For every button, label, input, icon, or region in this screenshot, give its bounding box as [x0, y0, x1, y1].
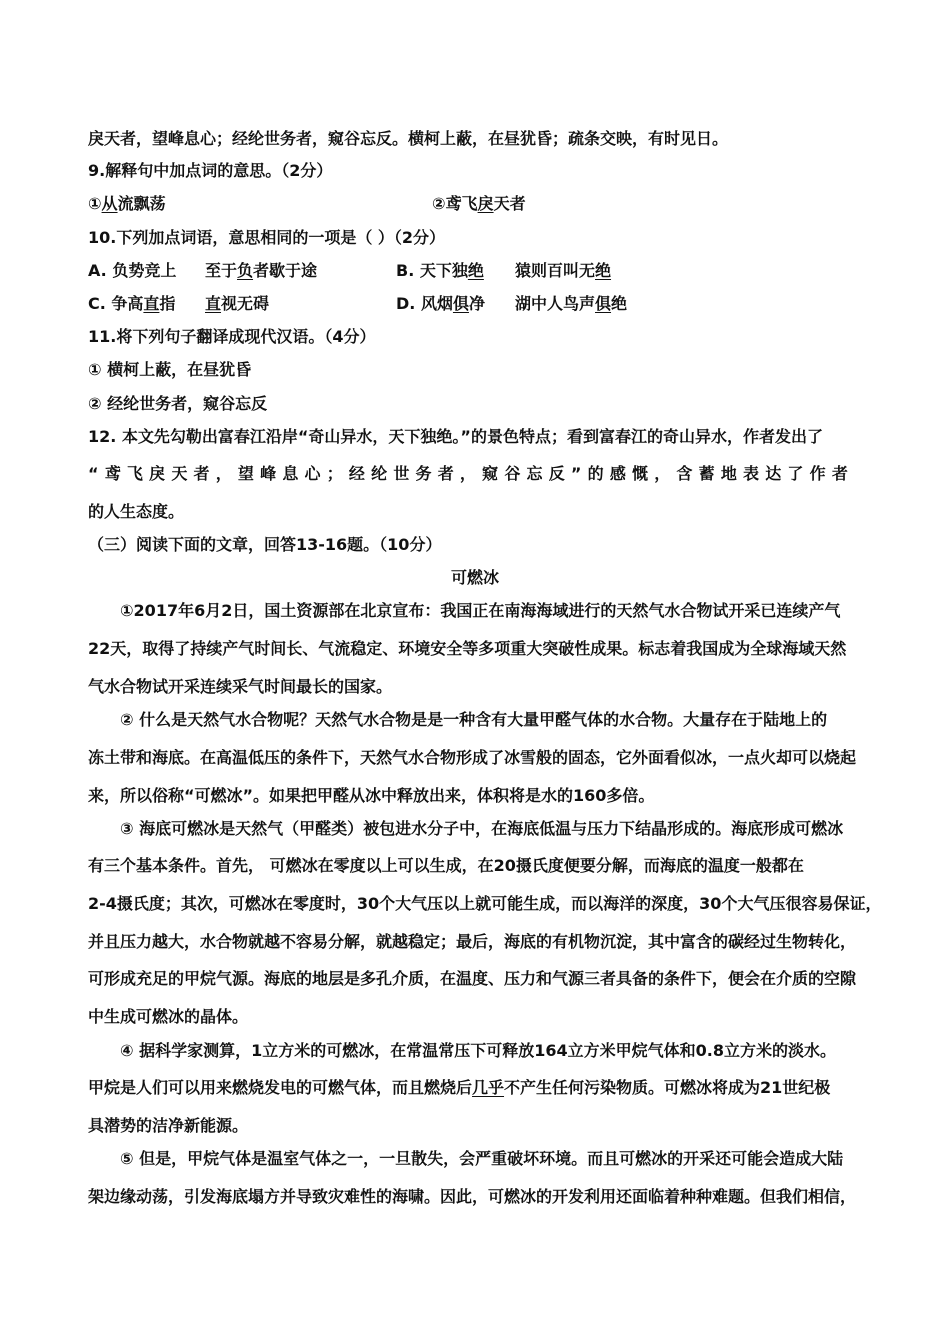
q10-option-b-2: 猿则百叫无绝	[515, 261, 612, 280]
paragraph-4-line: 甲烷是人们可以用来燃烧发电的可燃气体，而且燃烧后几乎不产生任何污染物质。可燃冰将成为21世纪极	[88, 1078, 831, 1097]
dotted-word: 俱	[595, 294, 612, 313]
q11-sentence-1: ① 横柯上蔽，在昼犹昏	[88, 360, 252, 379]
q10-option-c-2: 直视无碍	[205, 294, 270, 313]
paragraph-1-line: 气水合物试开采连续采气时间最长的国家。	[88, 677, 393, 696]
q11-sentence-2: ② 经纶世务者，窥谷忘反	[88, 394, 268, 413]
q10-option-c: C. 争高直指	[88, 294, 176, 313]
prose-tail: 戾天者，望峰息心；经纶世务者，窥谷忘反。横柯上蔽，在昼犹昏；疏条交映，有时见日。	[88, 129, 729, 148]
q10-stem: 10.下列加点词语，意思相同的一项是（ ）（2分）	[88, 228, 446, 247]
q9-item-b: ②鸢飞戾天者	[432, 194, 526, 213]
paragraph-4-line: 具潜势的洁净新能源。	[88, 1116, 249, 1135]
paragraph-5-line: 架边缘动荡，引发海底塌方并导致灾难性的海啸。因此，可燃冰的开发利用还面临着种种难题。但我们相信，	[88, 1187, 857, 1206]
paragraph-2-line: 冻土带和海底。在高温低压的条件下，天然气水合物形成了冰雪般的固态，它外面看似冰，一点火却可以烧起	[88, 748, 857, 767]
paragraph-1-line: 22天，取得了持续产气时间长、气流稳定、环境安全等多项重大突破性成果。标志着我国成为全球海域天然	[88, 639, 847, 658]
paragraph-3-line: ③ 海底可燃冰是天然气（甲醛类）被包进水分子中，在海底低温与压力下结晶形成的。海底形成可燃冰	[120, 819, 844, 838]
paragraph-5-line: ⑤ 但是，甲烷气体是温室气体之一，一旦散失，会严重破坏环境。而且可燃冰的开采还可能会造成大陆	[120, 1149, 844, 1168]
q10-option-d: D. 风烟俱净	[396, 294, 485, 313]
paragraph-3-line: 可形成充足的甲烷气源。海底的地层是多孔介质，在温度、压力和气源三者具备的条件下，便会在介质的空隙	[88, 969, 857, 988]
dotted-word: 从	[101, 194, 118, 213]
paragraph-4-line: ④ 据科学家测算，1立方米的可燃冰，在常温常压下可释放164立方米甲烷气体和0.8立方米的淡水。	[120, 1041, 836, 1060]
dotted-word: 直	[205, 294, 222, 313]
dotted-word: 负	[237, 261, 254, 280]
q9-item-a: ①从流飘荡	[88, 194, 166, 213]
paragraph-2-line: ② 什么是天然气水合物呢？天然气水合物是是一种含有大量甲醛气体的水合物。大量存在于陆地上的	[120, 710, 828, 729]
q11-stem: 11.将下列句子翻译成现代汉语。（4分）	[88, 327, 376, 346]
q12-line-1: 12. 本文先勾勒出富春江沿岸“奇山异水，天下独绝。”的景色特点；看到富春江的奇山异水，作者发出了	[88, 427, 823, 446]
dotted-word: 绝	[467, 261, 484, 280]
paragraph-3-line: 2-4摄氏度；其次，可燃冰在零度时，30个大气压以上就可能生成，而以海洋的深度，30个大气压很容易保证，	[88, 894, 882, 913]
underlined-word: 几乎	[472, 1078, 505, 1097]
dotted-word: 绝	[595, 261, 612, 280]
paragraph-3-line: 有三个基本条件。首先， 可燃冰在零度以上可以生成，在20摄氏度便要分解，而海底的温度一般都在	[88, 856, 804, 875]
paragraph-3-line: 并且压力越大，水合物就越不容易分解，就越稳定；最后，海底的有机物沉淀，其中富含的碳经过生物转化，	[88, 932, 857, 951]
dotted-word: 戾	[477, 194, 494, 213]
q12-line-3: 的人生态度。	[88, 502, 185, 521]
paragraph-1-line: ①2017年6月2日，国土资源部在北京宣布：我国正在南海海域进行的天然气水合物试开采已连续产气	[120, 601, 841, 620]
q9-stem: 9.解释句中加点词的意思。（2分）	[88, 161, 333, 180]
paragraph-2-line: 来，所以俗称“可燃冰”。如果把甲醛从冰中释放出来，体积将是水的160多倍。	[88, 786, 655, 805]
article-title: 可燃冰	[450, 568, 499, 587]
q10-option-a: A. 负势竞上	[88, 261, 177, 280]
paragraph-3-line: 中生成可燃冰的晶体。	[88, 1007, 249, 1026]
q10-option-a-2: 至于负者歇于途	[205, 261, 318, 280]
dotted-word: 直	[143, 294, 160, 313]
dotted-word: 俱	[452, 294, 469, 313]
q10-option-b: B. 天下独绝	[396, 261, 484, 280]
q12-line-2: “鸢飞戾天者，望峰息心；经纶世务者，窥谷忘反”的感慨，含蓄地表达了作者	[88, 464, 855, 483]
section-heading: （三）阅读下面的文章，回答13-16题。（10分）	[88, 535, 442, 554]
q10-option-d-2: 湖中人鸟声俱绝	[515, 294, 628, 313]
